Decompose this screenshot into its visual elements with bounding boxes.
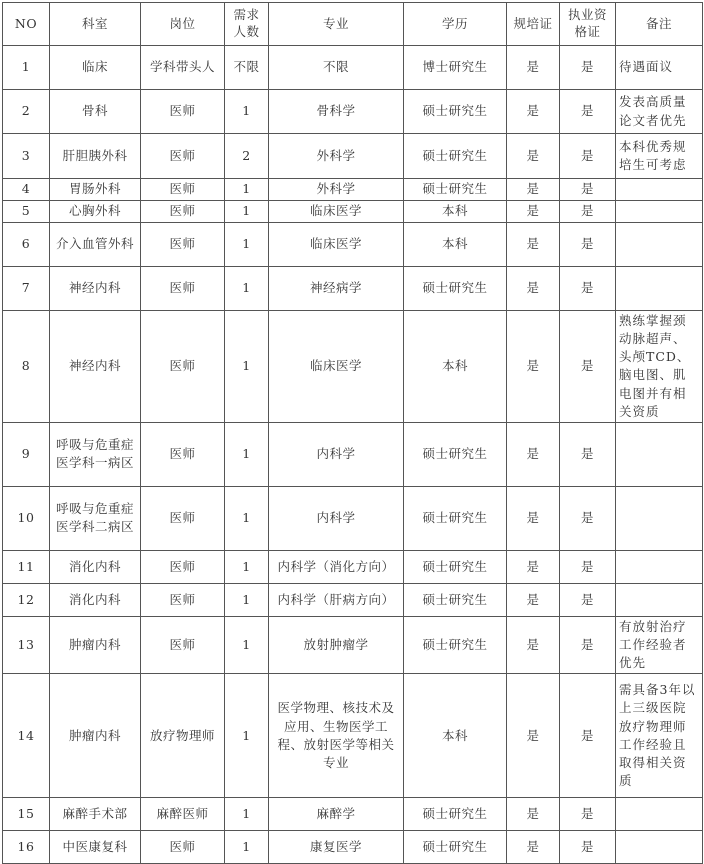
- cell-license: 是: [560, 422, 616, 486]
- cell-license: 是: [560, 616, 616, 673]
- table-row: [3, 134, 703, 179]
- cell-no: 6: [3, 223, 50, 267]
- cell-post: 医师: [141, 486, 225, 550]
- cell-training: 是: [507, 486, 560, 550]
- cell-post: 医师: [141, 90, 225, 134]
- cell-post: 医师: [141, 550, 225, 583]
- cell-major: 放射肿瘤学: [269, 616, 404, 673]
- cell-edu: 硕士研究生: [404, 798, 507, 831]
- cell-count: 1: [225, 583, 269, 616]
- cell-training: 是: [507, 46, 560, 90]
- cell-major: 外科学: [269, 179, 404, 201]
- cell-license: 是: [560, 46, 616, 90]
- cell-remark: [616, 267, 703, 311]
- cell-dept: 临床: [50, 46, 141, 90]
- cell-remark: [616, 179, 703, 201]
- table-row: [3, 90, 703, 134]
- cell-count: 1: [225, 550, 269, 583]
- cell-major: 临床医学: [269, 311, 404, 423]
- cell-license: 是: [560, 90, 616, 134]
- table-row: [3, 311, 703, 423]
- cell-post: 医师: [141, 179, 225, 201]
- cell-post: 学科带头人: [141, 46, 225, 90]
- cell-major: 麻醉学: [269, 798, 404, 831]
- table-row: [3, 550, 703, 583]
- cell-license: 是: [560, 486, 616, 550]
- cell-dept: 神经内科: [50, 267, 141, 311]
- cell-count: 1: [225, 201, 269, 223]
- table-row: [3, 616, 703, 673]
- cell-no: 4: [3, 179, 50, 201]
- cell-no: 13: [3, 616, 50, 673]
- cell-major: 神经病学: [269, 267, 404, 311]
- table-row: [3, 46, 703, 90]
- cell-remark: [616, 583, 703, 616]
- cell-major: 临床医学: [269, 201, 404, 223]
- cell-edu: 硕士研究生: [404, 179, 507, 201]
- header-training: 规培证: [507, 3, 560, 46]
- cell-count: 1: [225, 179, 269, 201]
- cell-license: 是: [560, 134, 616, 179]
- cell-dept: 呼吸与危重症医学科二病区: [50, 486, 141, 550]
- cell-count: 1: [225, 223, 269, 267]
- cell-post: 医师: [141, 616, 225, 673]
- cell-training: 是: [507, 223, 560, 267]
- cell-remark: [616, 201, 703, 223]
- header-edu: 学历: [404, 3, 507, 46]
- cell-license: 是: [560, 223, 616, 267]
- table-row: [3, 798, 703, 831]
- header-dept: 科室: [50, 3, 141, 46]
- cell-no: 5: [3, 201, 50, 223]
- cell-training: 是: [507, 798, 560, 831]
- cell-edu: 硕士研究生: [404, 486, 507, 550]
- table-row: [3, 831, 703, 864]
- header-count: 需求人数: [225, 3, 269, 46]
- header-row: [3, 3, 703, 46]
- cell-no: 9: [3, 422, 50, 486]
- cell-count: 1: [225, 674, 269, 798]
- cell-edu: 硕士研究生: [404, 422, 507, 486]
- cell-remark: 待遇面议: [616, 46, 703, 90]
- cell-post: 医师: [141, 201, 225, 223]
- cell-training: 是: [507, 267, 560, 311]
- cell-major: 临床医学: [269, 223, 404, 267]
- cell-count: 1: [225, 798, 269, 831]
- cell-license: 是: [560, 267, 616, 311]
- cell-license: 是: [560, 179, 616, 201]
- cell-post: 医师: [141, 223, 225, 267]
- cell-dept: 肿瘤内科: [50, 616, 141, 673]
- header-no: NO: [3, 3, 50, 46]
- cell-training: 是: [507, 179, 560, 201]
- cell-no: 11: [3, 550, 50, 583]
- table-body: [3, 46, 703, 864]
- header-major: 专业: [269, 3, 404, 46]
- cell-no: 12: [3, 583, 50, 616]
- cell-post: 医师: [141, 583, 225, 616]
- cell-post: 医师: [141, 134, 225, 179]
- cell-license: 是: [560, 311, 616, 423]
- cell-dept: 麻醉手术部: [50, 798, 141, 831]
- cell-edu: 硕士研究生: [404, 267, 507, 311]
- cell-edu: 硕士研究生: [404, 134, 507, 179]
- cell-edu: 本科: [404, 201, 507, 223]
- cell-major: 康复医学: [269, 831, 404, 864]
- cell-major: 内科学: [269, 486, 404, 550]
- cell-remark: 熟练掌握颈动脉超声、头颅TCD、脑电图、肌电图并有相关资质: [616, 311, 703, 423]
- cell-count: 1: [225, 311, 269, 423]
- cell-training: 是: [507, 550, 560, 583]
- cell-edu: 本科: [404, 674, 507, 798]
- cell-major: 内科学（消化方向）: [269, 550, 404, 583]
- cell-edu: 硕士研究生: [404, 90, 507, 134]
- cell-count: 1: [225, 90, 269, 134]
- cell-major: 内科学（肝病方向）: [269, 583, 404, 616]
- cell-license: 是: [560, 550, 616, 583]
- cell-dept: 消化内科: [50, 583, 141, 616]
- cell-license: 是: [560, 583, 616, 616]
- cell-no: 7: [3, 267, 50, 311]
- cell-dept: 心胸外科: [50, 201, 141, 223]
- cell-edu: 硕士研究生: [404, 550, 507, 583]
- cell-edu: 硕士研究生: [404, 831, 507, 864]
- cell-post: 医师: [141, 831, 225, 864]
- cell-training: 是: [507, 583, 560, 616]
- cell-dept: 呼吸与危重症医学科一病区: [50, 422, 141, 486]
- cell-count: 1: [225, 831, 269, 864]
- cell-dept: 肝胆胰外科: [50, 134, 141, 179]
- cell-dept: 介入血管外科: [50, 223, 141, 267]
- cell-dept: 中医康复科: [50, 831, 141, 864]
- cell-training: 是: [507, 616, 560, 673]
- cell-remark: [616, 798, 703, 831]
- cell-count: 2: [225, 134, 269, 179]
- table-row: [3, 674, 703, 798]
- header-remark: 备注: [616, 3, 703, 46]
- cell-training: 是: [507, 674, 560, 798]
- cell-remark: [616, 486, 703, 550]
- cell-post: 医师: [141, 422, 225, 486]
- cell-edu: 硕士研究生: [404, 616, 507, 673]
- cell-count: 不限: [225, 46, 269, 90]
- cell-no: 1: [3, 46, 50, 90]
- cell-training: 是: [507, 831, 560, 864]
- cell-remark: 发表高质量论文者优先: [616, 90, 703, 134]
- cell-major: 不限: [269, 46, 404, 90]
- cell-training: 是: [507, 201, 560, 223]
- cell-remark: 本科优秀规培生可考虑: [616, 134, 703, 179]
- cell-major: 外科学: [269, 134, 404, 179]
- cell-post: 医师: [141, 311, 225, 423]
- cell-no: 14: [3, 674, 50, 798]
- table-row: [3, 201, 703, 223]
- cell-edu: 本科: [404, 223, 507, 267]
- header-license: 执业资格证: [560, 3, 616, 46]
- cell-remark: [616, 550, 703, 583]
- cell-remark: 需具备3年以上三级医院放疗物理师工作经验且取得相关资质: [616, 674, 703, 798]
- cell-dept: 神经内科: [50, 311, 141, 423]
- cell-dept: 肿瘤内科: [50, 674, 141, 798]
- cell-count: 1: [225, 422, 269, 486]
- cell-training: 是: [507, 134, 560, 179]
- cell-post: 麻醉医师: [141, 798, 225, 831]
- cell-license: 是: [560, 201, 616, 223]
- cell-dept: 胃肠外科: [50, 179, 141, 201]
- cell-remark: [616, 223, 703, 267]
- cell-major: 内科学: [269, 422, 404, 486]
- cell-no: 16: [3, 831, 50, 864]
- recruitment-table: [2, 2, 703, 864]
- cell-edu: 博士研究生: [404, 46, 507, 90]
- cell-remark: [616, 831, 703, 864]
- cell-dept: 消化内科: [50, 550, 141, 583]
- table-row: [3, 267, 703, 311]
- table-row: [3, 223, 703, 267]
- cell-dept: 骨科: [50, 90, 141, 134]
- cell-no: 15: [3, 798, 50, 831]
- table-row: [3, 583, 703, 616]
- cell-no: 3: [3, 134, 50, 179]
- header-post: 岗位: [141, 3, 225, 46]
- cell-license: 是: [560, 674, 616, 798]
- cell-edu: 硕士研究生: [404, 583, 507, 616]
- cell-major: 医学物理、核技术及应用、生物医学工程、放射医学等相关专业: [269, 674, 404, 798]
- cell-training: 是: [507, 422, 560, 486]
- table-row: [3, 422, 703, 486]
- cell-no: 10: [3, 486, 50, 550]
- cell-license: 是: [560, 798, 616, 831]
- table-row: [3, 486, 703, 550]
- cell-no: 8: [3, 311, 50, 423]
- cell-major: 骨科学: [269, 90, 404, 134]
- cell-count: 1: [225, 486, 269, 550]
- cell-license: 是: [560, 831, 616, 864]
- cell-post: 医师: [141, 267, 225, 311]
- cell-count: 1: [225, 616, 269, 673]
- table-row: [3, 179, 703, 201]
- cell-training: 是: [507, 311, 560, 423]
- cell-no: 2: [3, 90, 50, 134]
- cell-remark: 有放射治疗工作经验者优先: [616, 616, 703, 673]
- cell-post: 放疗物理师: [141, 674, 225, 798]
- cell-remark: [616, 422, 703, 486]
- cell-count: 1: [225, 267, 269, 311]
- cell-training: 是: [507, 90, 560, 134]
- cell-edu: 本科: [404, 311, 507, 423]
